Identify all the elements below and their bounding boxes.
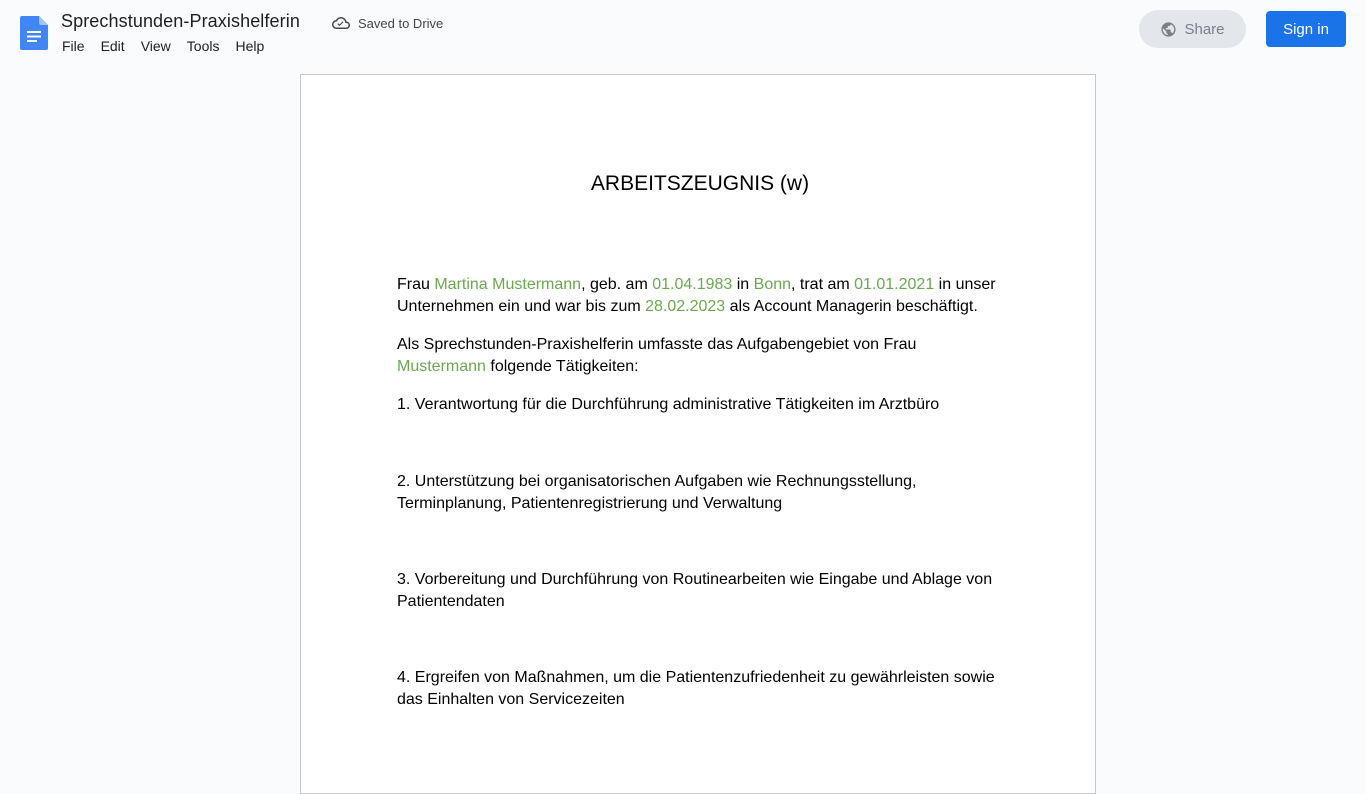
intro-text-6: als Account Managerin beschäftigt.: [725, 298, 978, 315]
task-item-3: 3. Vorbereitung und Durchführung von Routinearbeiten wie Eingabe und Ablage von Patientendaten: [397, 571, 993, 610]
task-item-4: 4. Ergreifen von Maßnahmen, um die Patientenzufriedenheit zu gewährleisten sowie das Einhalten von Servicezeiten: [397, 669, 995, 708]
employee-surname: Mustermann: [397, 358, 486, 375]
intro-text-4: , trat am: [791, 276, 855, 293]
intro-text-5: in unser Unternehmen ein und war bis zum: [397, 276, 996, 315]
document-page[interactable]: [300, 74, 1096, 794]
scope-text-2: folgende Tätigkeiten:: [485, 358, 639, 375]
globe-icon: [1160, 21, 1177, 38]
menu-file[interactable]: File: [62, 38, 85, 54]
intro-text-1: Frau: [397, 276, 435, 293]
scope-paragraph: [397, 334, 1003, 378]
task-item-1: 1. Verantwortung für die Durchführung administrative Tätigkeiten im Arztbüro: [397, 396, 940, 413]
menu-view[interactable]: View: [140, 38, 171, 54]
birth-date: 01.04.1983: [652, 276, 733, 293]
sign-in-button[interactable]: Sign in: [1266, 11, 1346, 47]
task-item-2: 2. Unterstützung bei organisatorischen Aufgaben wie Rechnungsstellung, Terminplanung, Patientenregistrierung und Verwaltung: [397, 473, 917, 512]
document-title[interactable]: Sprechstunden-Praxishelferin: [61, 11, 300, 31]
intro-text-2: , geb. am: [581, 276, 653, 293]
intro-text-3: in: [732, 276, 754, 293]
save-status-label: Saved to Drive: [358, 15, 444, 31]
google-docs-icon[interactable]: [20, 16, 48, 50]
start-date: 01.01.2021: [854, 276, 935, 293]
share-button[interactable]: [1139, 10, 1246, 48]
employee-name: Martina Mustermann: [434, 276, 582, 293]
save-status[interactable]: [332, 14, 443, 32]
end-date: 28.02.2023: [645, 298, 726, 315]
intro-paragraph: [397, 274, 1003, 318]
document-heading: ARBEITSZEUGNIS (w): [590, 172, 810, 195]
scope-text-1: Als Sprechstunden-Praxishelferin umfasste das Aufgabengebiet von Frau: [397, 336, 917, 353]
menu-help[interactable]: Help: [235, 38, 265, 54]
birth-place: Bonn: [753, 276, 792, 293]
menu-tools[interactable]: Tools: [186, 38, 220, 54]
share-button-label: Share: [1184, 20, 1225, 38]
top-bar: [0, 0, 1366, 64]
menu-bar: [54, 35, 272, 57]
menu-edit[interactable]: Edit: [100, 38, 125, 54]
cloud-done-icon: [332, 16, 350, 30]
